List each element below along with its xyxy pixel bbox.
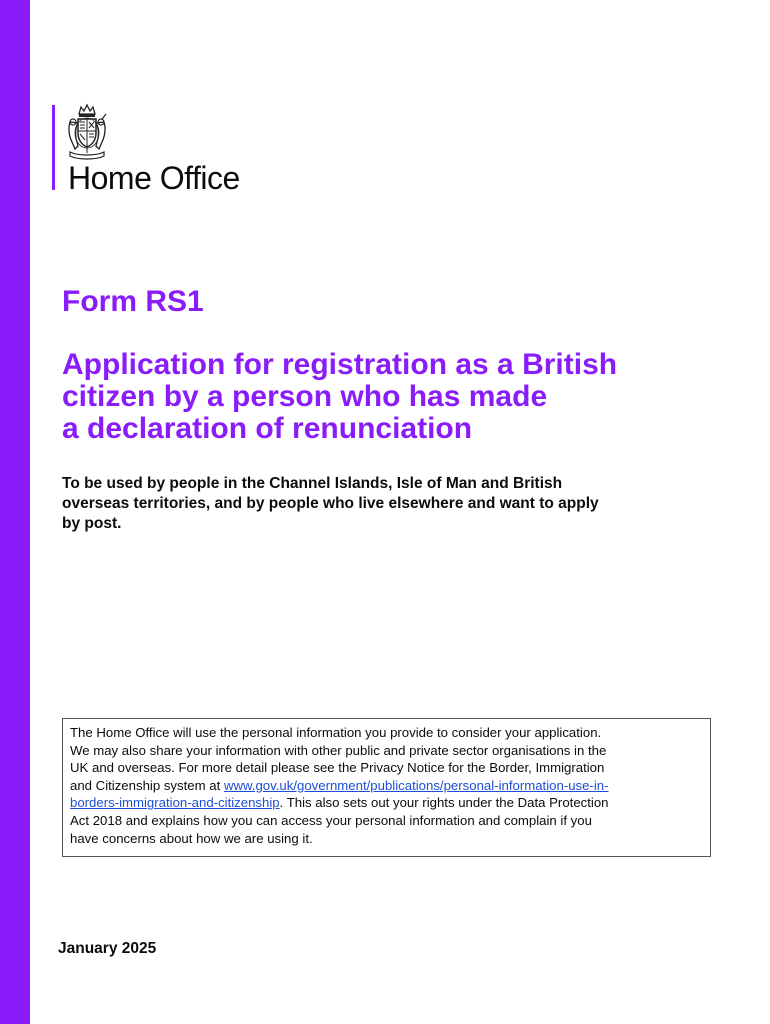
privacy-notice-link[interactable]: www.gov.uk/government/publications/personal-information-use-in- bbox=[223, 777, 609, 793]
publication-date: January 2025 bbox=[58, 940, 157, 957]
form-title bbox=[62, 349, 722, 445]
privacy-text-line: We may also share your information with other public and private sector organisations in the bbox=[70, 742, 607, 758]
privacy-text-line: UK and overseas. For more detail please see the Privacy Notice for the Border, Immigration bbox=[70, 760, 605, 776]
privacy-text-segment: and Citizenship system at bbox=[70, 777, 224, 793]
logo-wordmark: Home Office bbox=[68, 160, 240, 196]
form-title-line: a declaration of renunciation bbox=[62, 412, 473, 445]
privacy-text-line bbox=[70, 777, 703, 795]
royal-coat-of-arms-icon bbox=[66, 102, 108, 160]
form-subtitle bbox=[62, 474, 722, 534]
subtitle-line: overseas territories, and by people who live elsewhere and want to apply bbox=[62, 495, 599, 512]
side-accent-bar bbox=[0, 0, 30, 1024]
privacy-text-line bbox=[70, 794, 703, 812]
privacy-text-line: The Home Office will use the personal information you provide to consider your application. bbox=[70, 725, 602, 740]
subtitle-line: by post. bbox=[62, 515, 122, 532]
form-title-line: Application for registration as a British bbox=[62, 348, 618, 381]
form-number: Form RS1 bbox=[62, 285, 204, 318]
privacy-text-line: Act 2018 and explains how you can access your personal information and complain if you bbox=[70, 812, 592, 828]
privacy-text-line: have concerns about how we are using it. bbox=[70, 830, 313, 846]
form-title-line: citizen by a person who has made bbox=[62, 380, 548, 413]
privacy-text-segment: . This also sets out your rights under the Data Protection bbox=[279, 795, 609, 811]
privacy-notice-box bbox=[62, 718, 711, 857]
subtitle-line: To be used by people in the Channel Islands, Isle of Man and British bbox=[62, 475, 563, 492]
logo-divider bbox=[52, 105, 55, 190]
privacy-notice-link-continued[interactable]: borders-immigration-and-citizenship bbox=[70, 795, 280, 811]
